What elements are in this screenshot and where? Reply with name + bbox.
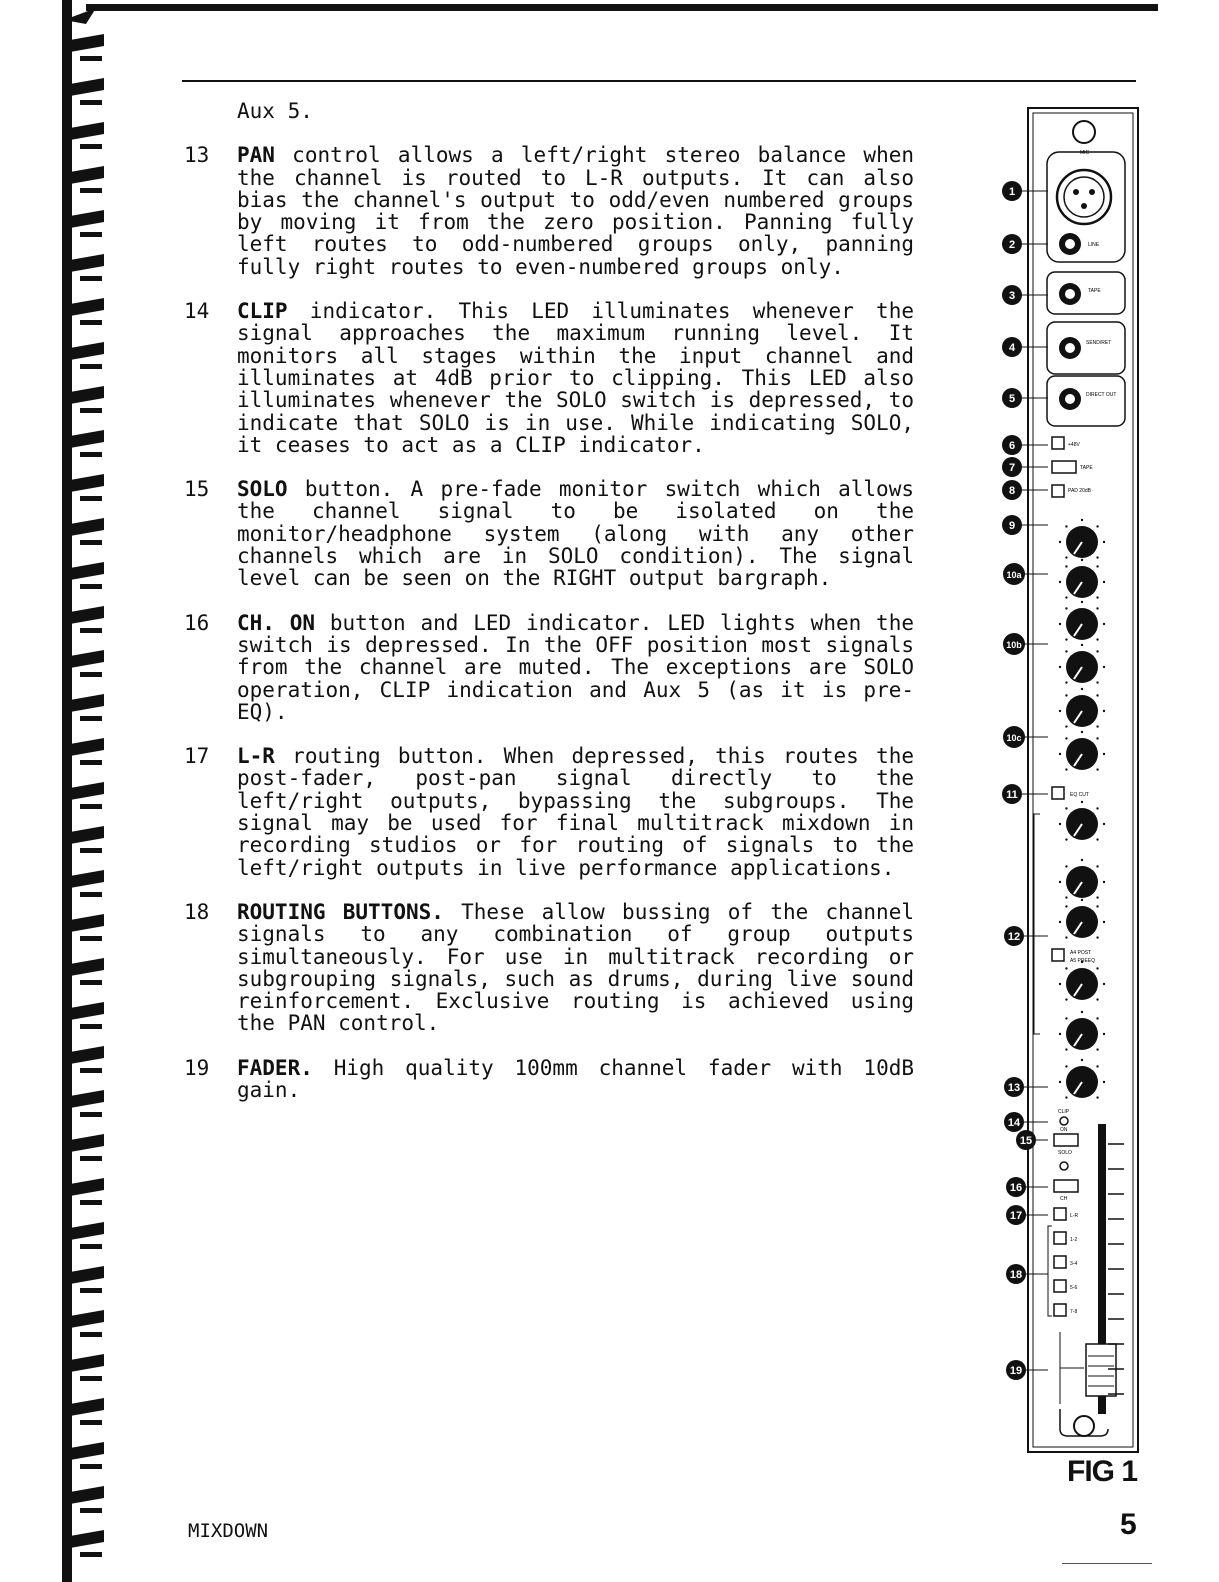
route-78-button-icon — [1054, 1304, 1066, 1316]
binding-ring-stub — [80, 760, 102, 765]
callout-number: 4 — [1008, 342, 1016, 354]
binding-ring — [70, 1046, 104, 1064]
binding-ring-stub — [80, 276, 102, 281]
header-rule — [182, 80, 1136, 82]
callout-number: 13 — [1007, 1082, 1021, 1094]
clip-label: CLIP — [1058, 1109, 1070, 1115]
text-column — [184, 100, 914, 1123]
figure-label: FIG 1 — [1067, 1455, 1138, 1488]
callout-5 — [1002, 388, 1048, 408]
mic-label: MIC — [1080, 150, 1090, 156]
item-body — [237, 1057, 914, 1102]
phantom-switch-icon — [1052, 437, 1064, 449]
binding-ring-stub — [80, 1552, 102, 1557]
binding-ring-stub — [80, 936, 102, 941]
callout-6 — [1002, 435, 1048, 455]
binding-ring — [70, 474, 104, 492]
binding-ring — [70, 1002, 104, 1020]
binding-ring-stub — [80, 408, 102, 413]
callout-number: 10a — [1006, 570, 1022, 580]
binding-ring — [70, 254, 104, 272]
a4post-label: A4 POST — [1070, 950, 1092, 956]
binding-ring-stub — [80, 452, 102, 457]
aux-prepost-switch-icon — [1052, 949, 1064, 961]
callout-8 — [1002, 480, 1048, 500]
binding-ring-stub — [80, 1508, 102, 1513]
binding-ring-stub — [80, 100, 102, 105]
binding-ring-stub — [80, 672, 102, 677]
callout-number: 17 — [1009, 1210, 1023, 1222]
item-number: 14 — [184, 299, 210, 324]
description-item — [184, 300, 914, 456]
binding-ring-stub — [80, 1376, 102, 1381]
callout-number: 14 — [1007, 1117, 1021, 1129]
phantom-label: +48V — [1068, 442, 1080, 448]
binding-ring-stub — [80, 1156, 102, 1161]
bottom-rule — [1062, 1563, 1152, 1564]
description-item — [184, 745, 914, 879]
r34-label: 3-4 — [1070, 1261, 1078, 1267]
tape-switch-label: TAPE — [1080, 465, 1093, 471]
binding-ring-stub — [80, 496, 102, 501]
binding-ring-stub — [80, 1200, 102, 1205]
solo-button-icon — [1054, 1134, 1078, 1146]
item-text: button. A pre-fade monitor switch which allows the channel signal to be isolated on the monitor/headphone system (along with any other channels which are in SOLO condition). The signal level can be seen on the RIGHT output bargraph. — [237, 477, 914, 591]
binding-ring-stub — [80, 188, 102, 193]
route-56-button-icon — [1054, 1280, 1066, 1292]
item-term: FADER. — [237, 1055, 313, 1080]
ch-on-led-icon — [1060, 1162, 1068, 1170]
binding-ring — [70, 1134, 104, 1152]
callout-10a — [1003, 563, 1048, 585]
binding-ring — [70, 1530, 104, 1548]
tape-label: TAPE — [1088, 288, 1101, 294]
binding-ring-stub — [80, 892, 102, 897]
callout-number: 16 — [1009, 1182, 1023, 1194]
callout-2 — [1002, 234, 1048, 254]
callout-number: 3 — [1008, 290, 1016, 302]
a5preeq-label: A5 PREEQ — [1070, 958, 1096, 964]
strip-outline — [1028, 108, 1138, 1452]
binding-ring — [70, 122, 104, 140]
spiral-binding — [56, 0, 118, 1582]
item-number: 15 — [184, 477, 210, 502]
binding-ring — [70, 694, 104, 712]
binding-ring — [70, 562, 104, 580]
item-text: These allow bussing of the channel signals to any combination of group outputs simultaneously. For use in multitrack recording or subgrouping signals, such as drums, during live sound reinforcement. Exclusive routing is achieved using the PAN control. — [237, 899, 914, 1036]
top-screw-icon — [1073, 121, 1095, 143]
fader-knob-icon — [1086, 1344, 1116, 1396]
eq-cut-switch-icon — [1052, 787, 1064, 799]
solo-label: SOLO — [1058, 1150, 1072, 1156]
binding-ring — [70, 606, 104, 624]
page-number: 5 — [1120, 1508, 1137, 1541]
item-body — [237, 478, 914, 589]
callout-3 — [1002, 285, 1048, 305]
callout-10b — [1003, 633, 1048, 655]
callout-number: 7 — [1008, 462, 1016, 474]
callout-number: 12 — [1007, 931, 1021, 943]
binding-ring — [70, 826, 104, 844]
clip-led-icon — [1060, 1117, 1068, 1125]
line-label: LINE — [1088, 242, 1100, 248]
item-body — [237, 745, 914, 879]
description-item — [184, 612, 914, 723]
r56-label: 5-6 — [1070, 1285, 1078, 1291]
callout-number: 10b — [1006, 640, 1022, 650]
binding-ring-stub — [80, 232, 102, 237]
item-body — [237, 144, 914, 278]
binding-ring — [70, 1354, 104, 1372]
binding-ring — [70, 210, 104, 228]
callout-number: 10c — [1006, 733, 1022, 743]
callout-13 — [1004, 1077, 1048, 1097]
binding-ring — [70, 958, 104, 976]
binding-ring-stub — [80, 584, 102, 589]
callout-7 — [1002, 457, 1048, 477]
item-body — [237, 300, 914, 456]
binding-ring-stub — [80, 1288, 102, 1293]
binding-ring-stub — [80, 804, 102, 809]
callout-4 — [1002, 337, 1048, 357]
callout-number: 15 — [1019, 1135, 1033, 1147]
item-term: PAN — [237, 143, 275, 168]
binding-ring — [70, 34, 104, 52]
binding-ring — [70, 166, 104, 184]
binding-ring-stub — [80, 1024, 102, 1029]
callout-number: 8 — [1008, 485, 1016, 497]
binding-ring — [70, 430, 104, 448]
callout-15 — [1016, 1130, 1048, 1150]
item-body — [237, 901, 914, 1035]
binding-ring — [70, 1398, 104, 1416]
binding-ring — [70, 518, 104, 536]
continuation-text: Aux 5. — [237, 99, 313, 123]
binding-ring-stub — [80, 1332, 102, 1337]
binding-ring — [70, 782, 104, 800]
route-12-button-icon — [1054, 1232, 1066, 1244]
callout-14 — [1004, 1112, 1048, 1132]
binding-ring — [70, 298, 104, 316]
binding-ring — [70, 1310, 104, 1328]
callout-9 — [1002, 515, 1048, 535]
callout-12 — [1004, 926, 1048, 946]
callout-number: 19 — [1009, 1365, 1023, 1377]
binding-ring — [70, 1442, 104, 1460]
binding-ring — [70, 738, 104, 756]
binding-ring — [70, 342, 104, 360]
callout-number: 11 — [1006, 789, 1018, 801]
on-label: ON — [1060, 1127, 1068, 1133]
item-term: CLIP — [237, 299, 288, 324]
tape-switch-icon — [1052, 461, 1076, 473]
binding-ring-stub — [80, 364, 102, 369]
page-top-edge — [86, 4, 1158, 11]
item-term: ROUTING BUTTONS. — [237, 899, 444, 924]
item-text: routing button. When depressed, this routes the post-fader, post-pan signal directly to the left/right outputs, bypassing the subgroups. The signal may be used for final multitrack mixdown in recording studios or for routing of signals to the left/right outputs in live performance applications. — [237, 744, 914, 880]
callout-number: 5 — [1008, 393, 1016, 405]
binding-ring — [70, 1090, 104, 1108]
bottom-screw-icon — [1074, 1416, 1094, 1436]
binding-ring — [70, 650, 104, 668]
binding-ring-stub — [80, 56, 102, 61]
item-body — [237, 612, 914, 723]
binding-ring-stub — [80, 320, 102, 325]
item-term: SOLO — [237, 477, 288, 502]
description-item — [184, 901, 914, 1035]
callout-number: 2 — [1008, 239, 1016, 251]
item-text: High quality 100mm channel fader with 10dB gain. — [237, 1055, 914, 1102]
item-number: 17 — [184, 744, 210, 769]
binding-ring — [70, 386, 104, 404]
item-number: 19 — [184, 1055, 210, 1080]
binding-ring — [70, 1266, 104, 1284]
r12-label: 1-2 — [1070, 1237, 1078, 1243]
direct-out-label: DIRECT OUT — [1086, 392, 1117, 398]
lr-label: L-R — [1070, 1213, 1079, 1219]
callout-number: 18 — [1009, 1269, 1023, 1281]
item-text: indicator. This LED illuminates whenever the signal approaches the maximum running level. It monitors all stages within the input channel and illuminates at 4dB prior to clipping. This LED also illuminates whenever the SOLO switch is depressed, to indicate that SOLO is in use. While indicating SOLO, it ceases to act as a CLIP indicator. — [237, 299, 914, 457]
callout-11 — [1002, 784, 1048, 804]
binding-ring-stub — [80, 628, 102, 633]
item-number: 18 — [184, 899, 210, 924]
pad-switch-icon — [1052, 485, 1064, 497]
binding-ring — [70, 78, 104, 96]
binding-ring-stub — [80, 848, 102, 853]
binding-ring-stub — [80, 1244, 102, 1249]
callout-10c — [1003, 726, 1048, 748]
r78-label: 7-8 — [1070, 1309, 1078, 1315]
binding-ring-stub — [80, 540, 102, 545]
binding-ring — [70, 1222, 104, 1240]
item-number: 16 — [184, 610, 210, 635]
item-text: button and LED indicator. LED lights when the switch is depressed. In the OFF position most signals from the channel are muted. The exceptions are SOLO operation, CLIP indication and Aux 5 (as it is pre-EQ). — [237, 610, 914, 724]
binding-ring-stub — [80, 144, 102, 149]
binding-ring-stub — [80, 980, 102, 985]
ch-on-button-icon — [1054, 1180, 1078, 1192]
footer-title: MIXDOWN — [188, 1520, 269, 1542]
item-term: CH. ON — [237, 610, 316, 635]
lr-button-icon — [1054, 1208, 1066, 1220]
send-ret-label: SEND/RET — [1086, 340, 1112, 346]
callout-number: 9 — [1008, 520, 1016, 532]
callout-1 — [1002, 181, 1048, 201]
route-34-button-icon — [1054, 1256, 1066, 1268]
eq-cut-label: EQ CUT — [1070, 792, 1089, 798]
binding-ring-stub — [80, 1068, 102, 1073]
ch-label: CH — [1060, 1196, 1068, 1202]
item-text: control allows a left/right stereo balance when the channel is routed to L-R outputs. It can also bias the channel's output to odd/even numbered groups by moving it from the zero position. Panning fully left routes to odd-numbered groups only, panning fully right routes to even-numbered groups only. — [237, 143, 914, 279]
pad-label: PAD 20dB — [1068, 488, 1091, 494]
binding-ring-stub — [80, 1464, 102, 1469]
item-term: L-R — [237, 744, 275, 769]
description-item — [184, 1057, 914, 1102]
xlr-connector-icon — [1057, 170, 1111, 224]
binding-ring-stub — [80, 1112, 102, 1117]
binding-ring — [70, 870, 104, 888]
description-item — [184, 144, 914, 278]
callout-number: 1 — [1008, 186, 1016, 198]
item-number: 13 — [184, 143, 210, 168]
binding-ring-stub — [80, 716, 102, 721]
binding-ring — [70, 914, 104, 932]
description-item — [184, 478, 914, 589]
binding-ring — [70, 1486, 104, 1504]
binding-ring — [70, 1178, 104, 1196]
binding-ring-stub — [80, 1420, 102, 1425]
mixer-channel-strip-diagram — [1000, 104, 1140, 1454]
callout-number: 6 — [1008, 440, 1016, 452]
